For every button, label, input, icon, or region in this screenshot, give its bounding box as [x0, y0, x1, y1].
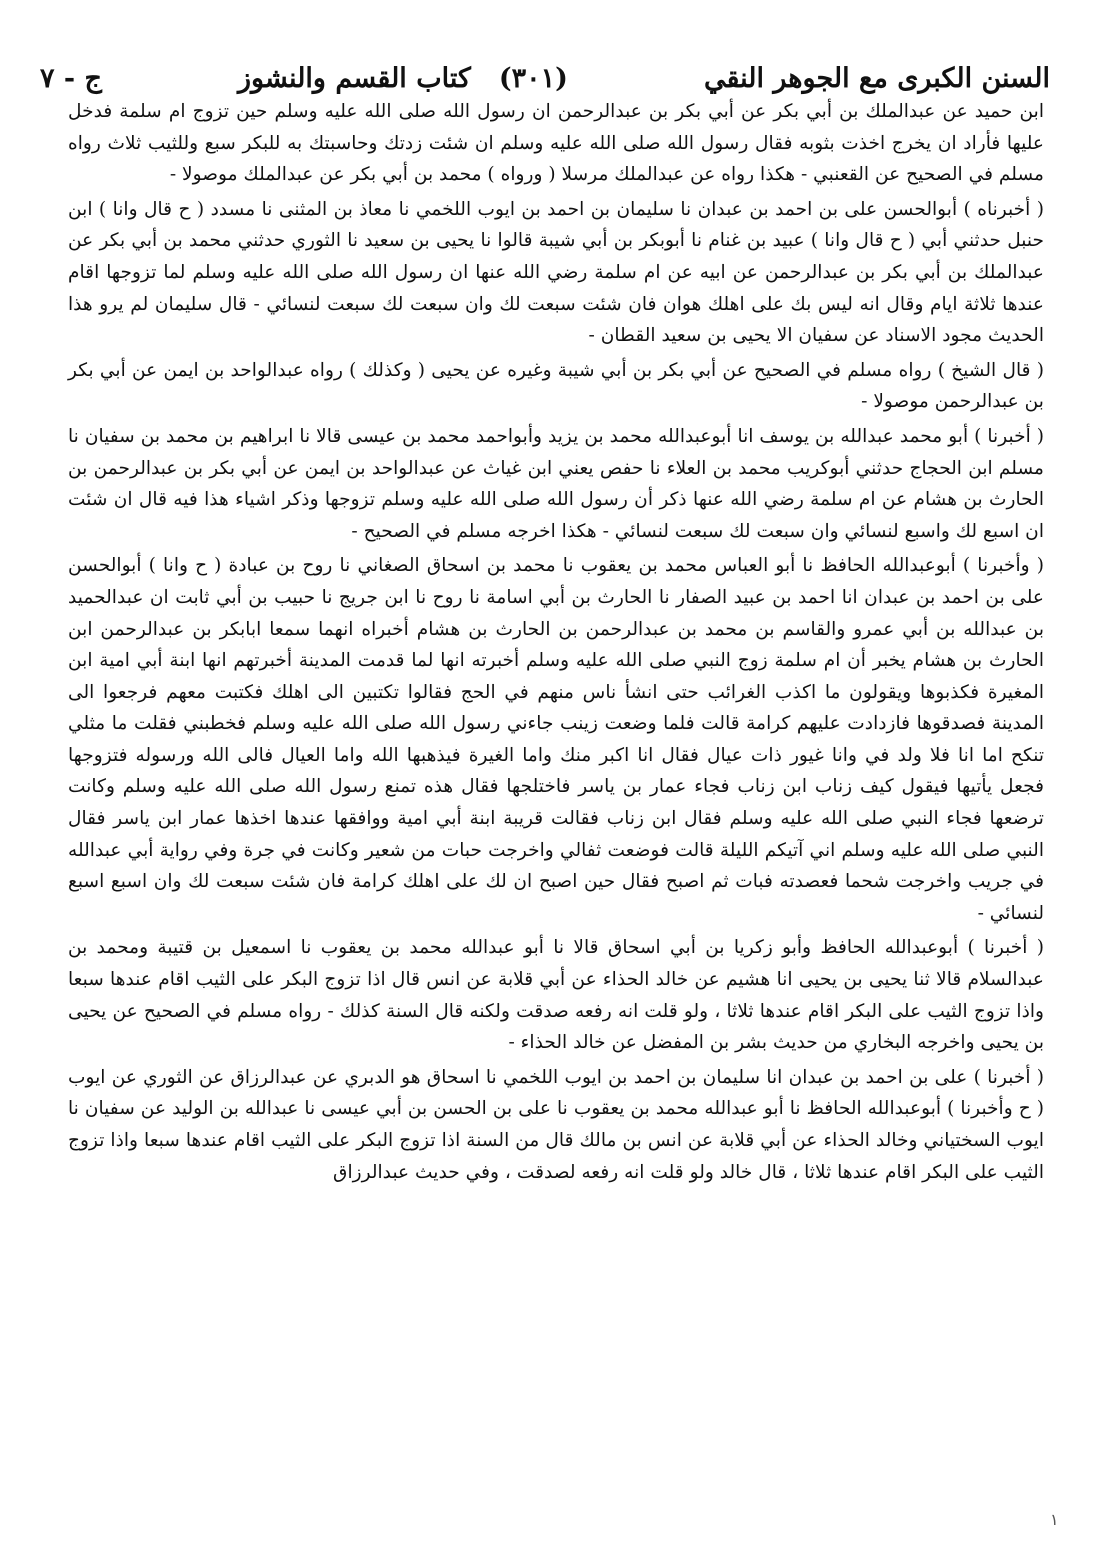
paragraph-6: ( أخبرنا ) أبوعبدالله الحافظ وأبو زكريا بن أبي اسحاق قالا نا أبو عبدالله محمد بن يعقوب نا اسمعيل بن قتيبة ومحمد بن عبدالسلام قالا ثنا يحيى بن يحيى انا هشيم عن خالد الحذاء عن أبي قلابة عن انس قال اذا تزوج البكر على الثيب اقام عندها سبعا واذا تزوج الثيب على البكر اقام عندها ثلاثا ، ولو قلت انه رفعه صدقت ولكنه قال السنة كذلك - رواه مسلم في الصحيح عن يحيى بن يحيى واخرجه البخاري من حديث بشر بن المفضل عن خالد الحذاء - [68, 937, 1044, 1054]
paragraph-3: ( قال الشيخ ) رواه مسلم في الصحيح عن أبي بكر بن أبي شيبة وغيره عن يحيى ( وكذلك ) رواه عبدالواحد بن ايمن عن أبي بكر بن عبدالرحمن موصولا - [68, 359, 1044, 413]
paragraph-4: ( أخبرنا ) أبو محمد عبدالله بن يوسف انا أبوعبدالله محمد بن يزيد وأبواحمد محمد بن عيسى قالا نا ابراهيم بن محمد بن سفيان نا مسلم ابن الحجاج حدثني أبوكريب محمد بن العلاء نا حفص يعني ابن غياث عن عبدالواحد بن ايمن عن أبي بكر بن عبدالرحمن بن الحارث بن هشام عن ام سلمة رضي الله عنها ذكر أن رسول الله صلى الله عليه وسلم تزوجها وذكر اشياء هذا فيه قال ان شئت ان اسبع لك واسبع لنسائي وان سبعت لك سبعت لنسائي - هكذا اخرجه مسلم في الصحيح - [68, 425, 1045, 542]
volume-label: ج - ٧ [40, 62, 102, 94]
document-page [40, 0, 1080, 1541]
paragraph-2: ( أخبرناه ) أبوالحسن على بن احمد بن عبدان نا سليمان بن احمد بن ايوب اللخمي نا معاذ بن المثنى نا مسدد ( ح قال وانا ) ابن حنبل حدثني أبي ( ح قال وانا ) عبيد بن غنام نا أبوبكر بن أبي شيبة قالوا نا يحيى بن سعيد نا الثوري حدثني محمد بن أبي بكر عن عبدالملك بن أبي بكر بن عبدالرحمن عن ابيه عن ام سلمة رضي الله عنها ان رسول الله صلى الله عليه وسلم لما تزوجها اقام عندها ثلاثة ايام وقال انه ليس بك على اهلك هوان فان شئت سبعت لك وان سبعت لك سبعت لنسائي - قال سليمان لم يرو هذا الحديث مجود الاسناد عن سفيان الا يحيى بن سعيد القطان - [68, 198, 1044, 347]
body-text [68, 96, 1044, 1191]
page-number: (٣٠١) [498, 62, 568, 94]
page-header [40, 58, 1050, 98]
paragraph-1: ابن حميد عن عبدالملك بن أبي بكر عن أبي بكر بن عبدالرحمن ان رسول الله صلى الله عليه وسلم حين تزوج ام سلمة فدخل عليها فأراد ان يخرج اخذت بثوبه فقال رسول الله صلى الله عليه وسلم ان شئت زدتك وحاسبتك به للبكر سبع وللثيب ثلاث رواه مسلم في الصحيح عن القعنبي - هكذا رواه عن عبدالملك مرسلا ( ورواه ) محمد بن أبي بكر عن عبدالملك موصولا - [68, 101, 1044, 186]
book-title: السنن الكبرى مع الجوهر النقي [703, 62, 1050, 94]
paragraph-5: ( وأخبرنا ) أبوعبدالله الحافظ نا أبو العباس محمد بن يعقوب نا محمد بن اسحاق الصغاني نا روح بن عبادة ( ح وانا ) أبوالحسن على بن احمد بن عبدان انا احمد بن عبيد الصفار نا الحارث بن أبي اسامة نا روح نا ابن جريج نا حبيب بن أبي ثابت ان عبدالحميد بن عبدالله بن أبي عمرو والقاسم بن محمد بن عبدالرحمن بن الحارث بن هشام أخبراه انهما سمعا ابابكر بن عبدالرحمن ابن الحارث بن هشام يخبر أن ام سلمة زوج النبي صلى الله عليه وسلم أخبرته انها لما قدمت المدينة أخبرتهم انها ابنة أبي امية ابن المغيرة فكذبوها ويقولون ما اكذب الغرائب حتى انشأ ناس منهم في الحج فقالوا تكتبين الى اهلك فكتبت معهم فرجعوا الى المدينة فصدقوها فازدادت عليهم كرامة قالت فلما وضعت زينب جاءني رسول الله صلى الله عليه وسلم فخطبني فقلت ما مثلي تنكح اما انا فلا ولد في وانا غيور ذات عيال فقال انا اكبر منك واما الغيرة فيذهبها الله واما العيال فالى الله ورسوله فتزوجها فجعل يأتيها فيقول كيف زناب ابن زناب فجاء عمار بن ياسر فاختلجها فقال هذه تمنع رسول الله صلى الله عليه وسلم وكانت ترضعها فجاء النبي صلى الله عليه وسلم فقال ابن زناب فقالت قريبة ابنة أبي امية ووافقها عندها اخذها عمار ابن ياسر فقال النبي صلى الله عليه وسلم اني آتيكم الليلة قالت فوضعت ثفالي واخرجت حبات من شعير وكانت في جرة وفي رواية أبي عبدالله في جريب واخرجت شحما فعصدته فبات ثم اصبح فقال حين اصبح ان لك على اهلك كرامة فان شئت سبعت لك وان اسبع اسبع لنسائي - [68, 555, 1044, 924]
header-center [238, 63, 568, 94]
corner-mark: ١ [1050, 1510, 1059, 1529]
paragraph-7: ( أخبرنا ) على بن احمد بن عبدان انا سليمان بن احمد بن ايوب اللخمي نا اسحاق هو الدبري عن عبدالرزاق عن الثوري عن ايوب ( ح وأخبرنا ) أبوعبدالله الحافظ نا أبو عبدالله محمد بن يعقوب نا على بن الحسن بن أبي عيسى نا عبدالله بن الوليد عن سفيان نا ايوب السختياني وخالد الحذاء عن أبي قلابة عن انس بن مالك قال من السنة اذا تزوج البكر على الثيب اقام عندها سبعا واذا تزوج الثيب على البكر اقام عندها ثلاثا ، قال خالد ولو قلت انه رفعه لصدقت ، وفي حديث عبدالرزاق [68, 1066, 1044, 1183]
chapter-title: كتاب القسم والنشوز [237, 62, 471, 94]
